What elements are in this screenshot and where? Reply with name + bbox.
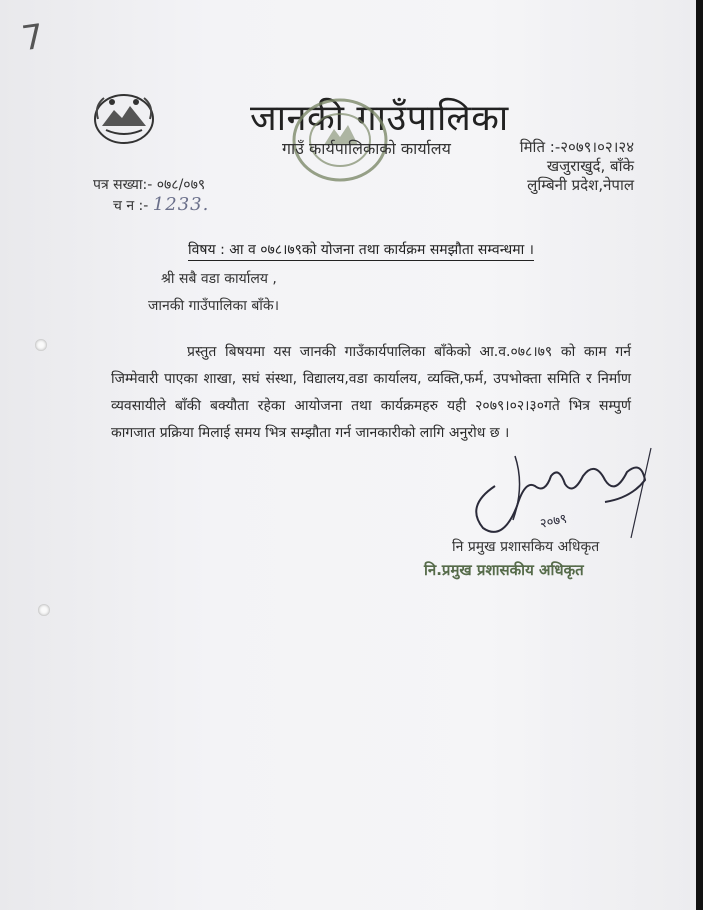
dispatch-number: 1233. xyxy=(152,194,210,215)
svg-text:२०७९: २०७९ xyxy=(538,511,569,532)
signatory-stamp: नि.प्रमुख प्रशासकीय अधिकृत xyxy=(424,561,584,579)
scan-edge xyxy=(696,0,703,910)
addressee-block xyxy=(148,266,279,320)
dispatch-line xyxy=(93,195,209,216)
letter-date: मिति :-२०७९।०२।२४ xyxy=(519,138,634,156)
nepal-emblem-icon xyxy=(92,92,156,146)
letter-number: पत्र सख्या:- ०७८/०७९ xyxy=(93,177,206,193)
date-address-block xyxy=(504,138,634,195)
signature-icon xyxy=(455,446,655,546)
body-paragraph: प्रस्तुत बिषयमा यस जानकी गाउँकार्यपालिका बाँकेको आ.व.०७८।७९ को काम गर्न जिम्मेवारी पाएका शाखा, सघं संस्था, विद्यालय,वडा कार्यालय, व्यक्ति,फर्म, उपभोक्ता समिति र निर्माण व्यवसायीले बाँकी बक्यौता रहेका आयोजना तथा कार्यक्रमहरु यही २०७९।०२।३०गते भित्र सम्पुर्ण कागजात प्रक्रिया मिलाई समय भित्र सम्झौता गर्न जानकारीको लागि अनुरोध छ । xyxy=(111,344,631,441)
dispatch-label: च न :- xyxy=(113,198,149,214)
handwritten-mark: 7 xyxy=(19,16,47,60)
reference-block xyxy=(93,176,209,216)
letter-subject: विषय : आ व ०७८।७९को योजना तथा कार्यक्रम समझौता सम्वन्धमा । xyxy=(188,240,534,261)
addressee-line-1: श्री सबै वडा कार्यालय , xyxy=(161,271,277,287)
punch-hole xyxy=(38,604,50,616)
addressee-line-2: जानकी गाउँपालिका बाँके। xyxy=(148,298,279,314)
office-place: खजुराखुर्द, बाँके xyxy=(546,157,634,175)
office-province: लुम्बिनी प्रदेश,नेपाल xyxy=(527,176,634,194)
punch-hole xyxy=(35,339,47,351)
office-name: गाउँ कार्यपालिकाको कार्यालय xyxy=(282,139,451,158)
letter-body xyxy=(111,339,631,447)
signatory-title: नि प्रमुख प्रशासकिय अधिकृत xyxy=(452,539,600,555)
page-title: जानकी गाउँपालिका xyxy=(250,98,509,139)
